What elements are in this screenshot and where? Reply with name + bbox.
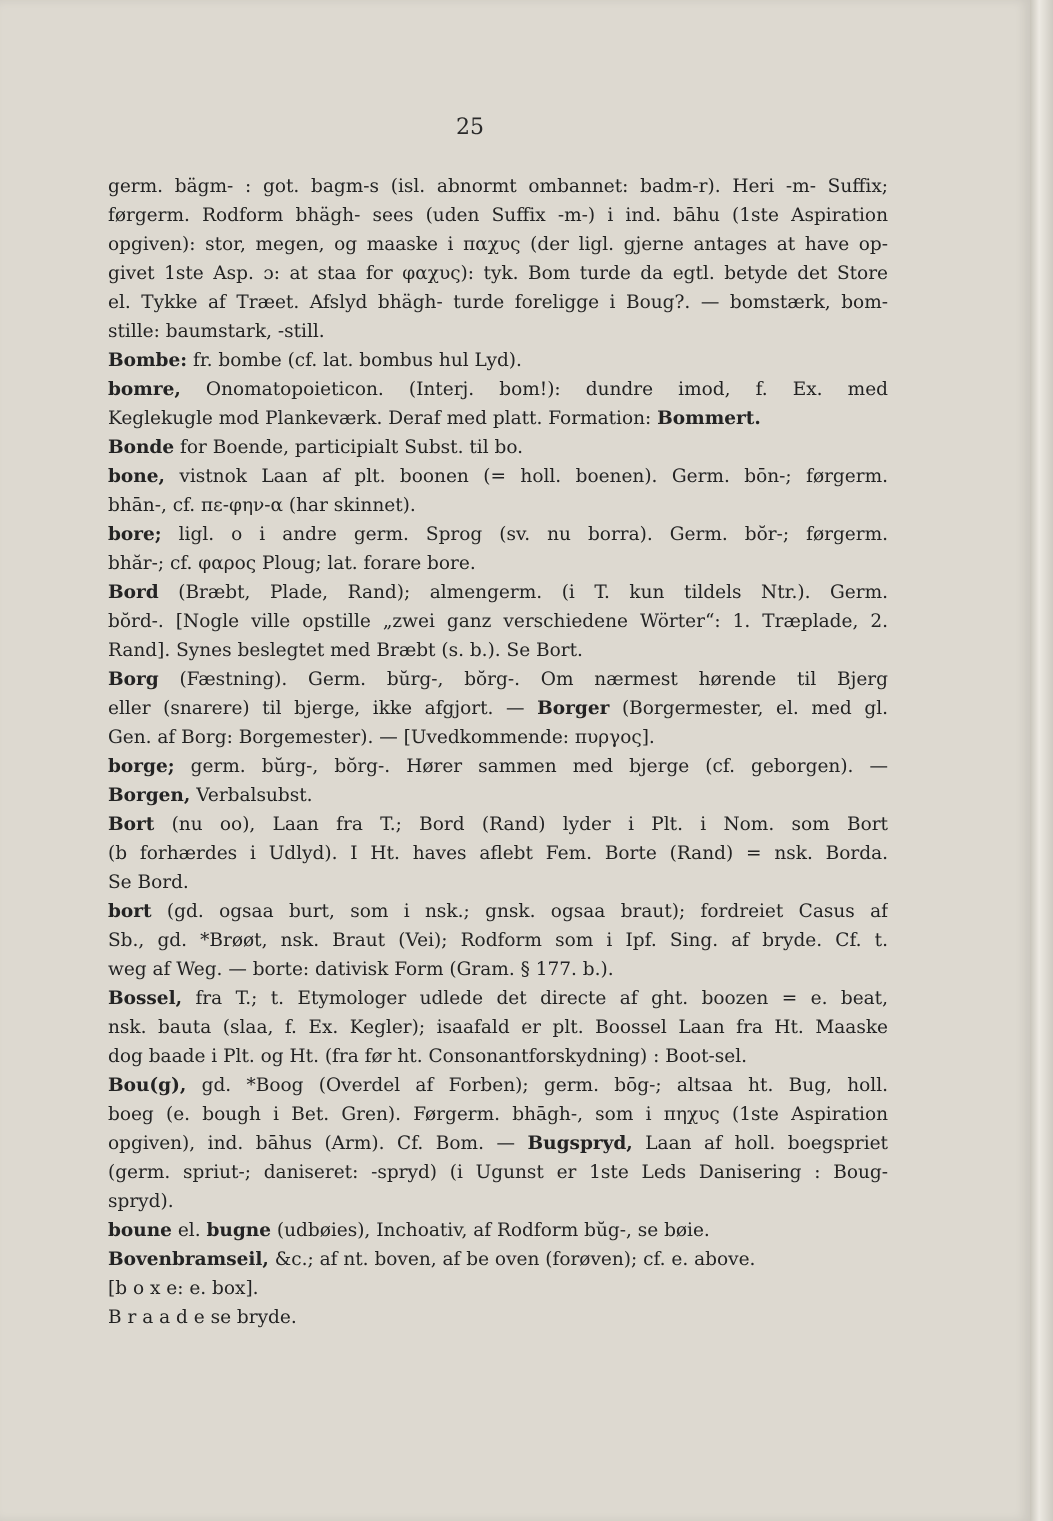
headword: Bou(g), <box>108 1075 187 1096</box>
text-line <box>108 752 888 781</box>
headword: bomre, <box>108 379 181 400</box>
line-text: B r a a d e se bryde. <box>108 1307 297 1328</box>
text-line <box>108 810 888 839</box>
headword: bone, <box>108 466 165 487</box>
line-text: dog baade i Plt. og Ht. (fra før ht. Consonantforskydning) : Boot-sel. <box>108 1046 748 1067</box>
line-text: (Bræbt, Plade, Rand); almengerm. (i T. kun tildels Ntr.). Germ. <box>158 582 888 603</box>
headword: Bugspryd, <box>527 1133 633 1154</box>
text-line <box>108 868 888 897</box>
line-text: (Borgermester, el. med gl. <box>609 698 888 719</box>
text-line <box>108 955 888 984</box>
headword: boune <box>108 1220 172 1241</box>
text-line <box>108 984 888 1013</box>
headword: Bort <box>108 814 155 835</box>
headword: Bovenbramseil, <box>108 1249 269 1270</box>
line-text: (udbøies), Inchoativ, af Rodform bŭg-, se bøie. <box>271 1220 710 1241</box>
text-line <box>108 1274 888 1303</box>
line-text: Onomatopoieticon. (Interj. bom!): dundre imod, f. Ex. med <box>180 379 888 400</box>
line-text: bŏrd-. [Nogle ville opstille „zwei ganz verschiedene Wörter“: 1. Træplade, 2. <box>108 611 888 632</box>
headword: Borger <box>537 698 610 719</box>
text-line <box>108 839 888 868</box>
text-line <box>108 1245 888 1274</box>
text-line <box>108 549 888 578</box>
text-line <box>108 288 888 317</box>
line-text: (Fæstning). Germ. bŭrg-, bŏrg-. Om nærmest hørende til Bjerg <box>158 669 888 690</box>
line-text: førgerm. Rodform bhägh- sees (uden Suffix -m-) i ind. bāhu (1ste Aspiration <box>108 205 888 226</box>
dictionary-text <box>108 172 888 1332</box>
line-text: boeg (e. bough i Bet. Gren). Førgerm. bhāgh-, som i πηχυς (1ste Aspiration <box>108 1104 888 1125</box>
headword: bort <box>108 901 152 922</box>
line-text: opgiven), ind. bāhus (Arm). Cf. Bom. — <box>108 1133 528 1154</box>
line-text: (nu oo), Laan fra T.; Bord (Rand) lyder i Plt. i Nom. som Bort <box>154 814 888 835</box>
line-text: Se Bord. <box>108 872 189 893</box>
text-line <box>108 491 888 520</box>
line-text: Verbalsubst. <box>190 785 313 806</box>
line-text: for Boende, participialt Subst. til bo. <box>174 437 524 458</box>
line-text: spryd). <box>108 1191 174 1212</box>
line-text: &c.; af nt. boven, af be oven (forøven); cf. e. above. <box>268 1249 756 1270</box>
line-text: fr. bombe (cf. lat. bombus hul Lyd). <box>187 350 522 371</box>
line-text: bhăr-; cf. φαρος Ploug; lat. forare bore. <box>108 553 476 574</box>
headword: bore; <box>108 524 162 545</box>
text-line <box>108 259 888 288</box>
line-text: Sb., gd. *Brøøt, nsk. Braut (Vei); Rodform som i Ipf. Sing. af bryde. Cf. t. <box>108 930 888 951</box>
headword: Bombe: <box>108 350 188 371</box>
text-line <box>108 897 888 926</box>
text-line <box>108 607 888 636</box>
line-text: ligl. o i andre germ. Sprog (sv. nu borra). Germ. bŏr-; førgerm. <box>161 524 888 545</box>
text-line <box>108 1071 888 1100</box>
text-line <box>108 375 888 404</box>
line-text: [b o x e: e. box]. <box>108 1278 259 1299</box>
headword: Bommert. <box>657 408 761 429</box>
text-line <box>108 1158 888 1187</box>
headword: Borg <box>108 669 159 690</box>
text-line <box>108 317 888 346</box>
text-line <box>108 636 888 665</box>
line-text: nsk. bauta (slaa, f. Ex. Kegler); isaafald er plt. Boossel Laan fra Ht. Maaske <box>108 1017 888 1038</box>
text-line <box>108 404 888 433</box>
text-line <box>108 1187 888 1216</box>
text-line <box>108 1042 888 1071</box>
headword: Bossel, <box>108 988 183 1009</box>
line-text: germ. bŭrg-, bŏrg-. Hører sammen med bjerge (cf. geborgen). — <box>174 756 888 777</box>
text-line <box>108 1100 888 1129</box>
text-line <box>108 926 888 955</box>
line-text: weg af Weg. — borte: dativisk Form (Gram. § 177. b.). <box>108 959 614 980</box>
text-line <box>108 1013 888 1042</box>
line-text: vistnok Laan af plt. boonen (= holl. boenen). Germ. bōn-; førgerm. <box>164 466 888 487</box>
text-line <box>108 1303 888 1332</box>
line-text: opgiven): stor, megen, og maaske i παχυς (der ligl. gjerne antages at have op- <box>108 234 888 255</box>
book-spine-edge <box>1030 0 1053 1521</box>
text-line <box>108 346 888 375</box>
line-text: fra T.; t. Etymologer udlede det directe af ght. boozen = e. beat, <box>182 988 888 1009</box>
headword: bugne <box>206 1220 272 1241</box>
line-text: Rand]. Synes beslegtet med Bræbt (s. b.). Se Bort. <box>108 640 583 661</box>
text-line <box>108 1216 888 1245</box>
line-text: givet 1ste Asp. ɔ: at staa for φαχυς): tyk. Bom turde da egtl. betyde det Store <box>108 263 888 284</box>
line-text: stille: baumstark, -still. <box>108 321 325 342</box>
text-line <box>108 665 888 694</box>
line-text: gd. *Boog (Overdel af Forben); germ. bōg-; altsaa ht. Bug, holl. <box>186 1075 888 1096</box>
text-line <box>108 723 888 752</box>
line-text: (gd. ogsaa burt, som i nsk.; gnsk. ogsaa braut); fordreiet Casus af <box>151 901 888 922</box>
text-line <box>108 781 888 810</box>
line-text: (germ. spriut-; daniseret: -spryd) (i Ugunst er 1ste Leds Danisering : Boug- <box>108 1162 888 1183</box>
line-text: (b forhærdes i Udlyd). I Ht. haves aflebt Fem. Borte (Rand) = nsk. Borda. <box>108 843 888 864</box>
headword: Bord <box>108 582 159 603</box>
text-line <box>108 1129 888 1158</box>
text-line <box>108 462 888 491</box>
text-line <box>108 694 888 723</box>
page-number: 25 <box>456 115 484 140</box>
text-line <box>108 433 888 462</box>
text-line <box>108 201 888 230</box>
text-line <box>108 230 888 259</box>
text-line <box>108 520 888 549</box>
line-text: eller (snarere) til bjerge, ikke afgjort. — <box>108 698 538 719</box>
headword: Borgen, <box>108 785 191 806</box>
line-text: germ. bägm- : got. bagm-s (isl. abnormt ombannet: badm-r). Heri -m- Suffix; <box>108 176 888 197</box>
line-text: el. Tykke af Træet. Afslyd bhägh- turde foreligge i Boug?. — bomstærk, bom- <box>108 292 888 313</box>
line-text: el. <box>171 1220 207 1241</box>
line-text: Keglekugle mod Plankeværk. Deraf med platt. Formation: <box>108 408 658 429</box>
line-text: bhān-, cf. πε-φην-α (har skinnet). <box>108 495 416 516</box>
line-text: Laan af holl. boegspriet <box>632 1133 888 1154</box>
text-line <box>108 172 888 201</box>
text-line <box>108 578 888 607</box>
line-text: Gen. af Borg: Borgemester). — [Uvedkommende: πυργος]. <box>108 727 655 748</box>
headword: borge; <box>108 756 175 777</box>
headword: Bonde <box>108 437 175 458</box>
